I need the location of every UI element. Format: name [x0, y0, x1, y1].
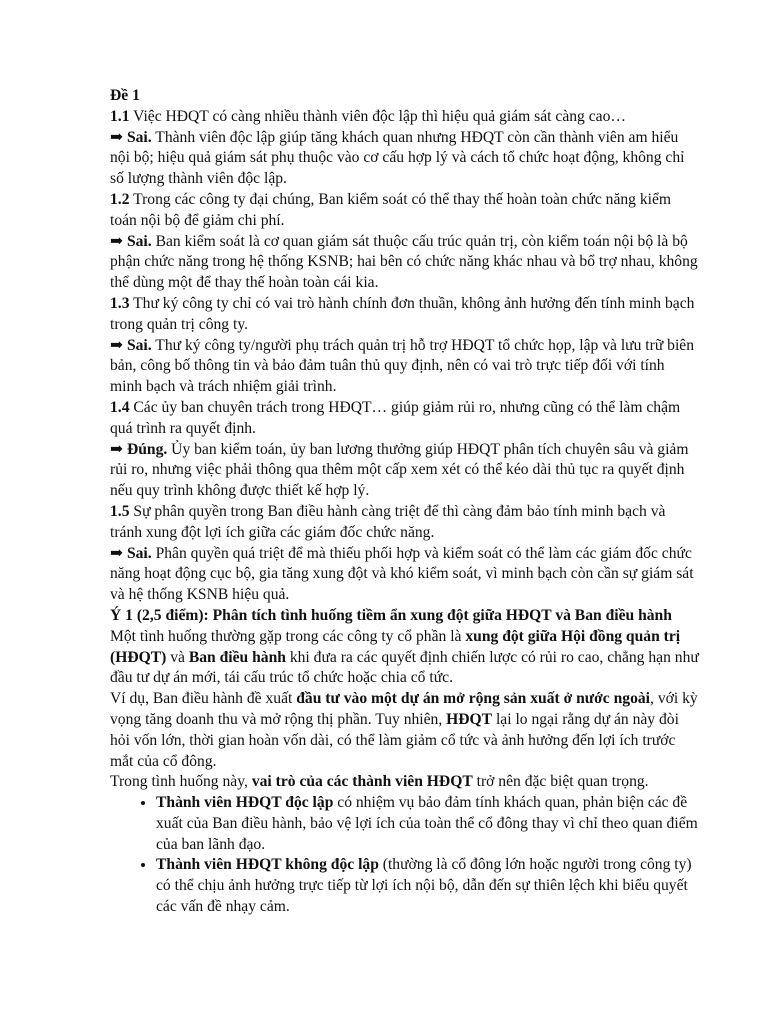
question-1-3: 1.3 Thư ký công ty chỉ có vai trò hành chính đơn thuần, không ảnh hưởng đến tính minh bạch trong quản trị công ty. [110, 294, 695, 333]
section-paragraph-1: Một tình huống thường gặp trong các công ty cổ phần là xung đột giữa Hội đồng quản trị (HĐQT) và Ban điều hành khi đưa ra các quyết định chiến lược có rủi ro cao, chẳng hạn như đầu tư dự án mới, tái cấu trúc tổ chức hoặc chia cổ tức. [110, 627, 699, 687]
answer-1-5: ➡ Sai. Phân quyền quá triệt để mà thiếu phối hợp và kiểm soát có thể làm các giám đốc chức năng hoạt động cục bộ, gia tăng xung đột và khó kiểm soát, vì minh bạch còn cần sự giám sát và hệ thống KSNB hiệu quả. [110, 544, 694, 604]
bullet-list [110, 793, 700, 918]
question-1-1: 1.1 Việc HĐQT có càng nhiều thành viên độc lập thì hiệu quả giám sát càng cao… [110, 107, 626, 125]
section-heading: Ý 1 (2,5 điểm): Phân tích tình huống tiềm ẩn xung đột giữa HĐQT và Ban điều hành [110, 606, 672, 624]
section-paragraph-3: Trong tình huống này, vai trò của các thành viên HĐQT trở nên đặc biệt quan trọng. [110, 773, 649, 791]
answer-1-3: ➡ Sai. Thư ký công ty/người phụ trách quản trị hỗ trợ HĐQT tổ chức họp, lập và lưu trữ biên bản, công bố thông tin và bảo đảm tuân thủ quy định, nên có vai trò trực tiếp đối với tính minh bạch và trách nhiệm giải trình. [110, 336, 695, 396]
question-1-5: 1.5 Sự phân quyền trong Ban điều hành càng triệt để thì càng đảm bảo tính minh bạch và tránh xung đột lợi ích giữa các giám đốc chức năng. [110, 502, 666, 541]
answer-1-2: ➡ Sai. Ban kiểm soát là cơ quan giám sát thuộc cấu trúc quản trị, còn kiểm toán nội bộ là bộ phận chức năng trong hệ thống KSNB; hai bên có chức năng khác nhau và bổ trợ nhau, không thể dùng một để thay thế hoàn toàn cái kia. [110, 232, 698, 292]
document-body [110, 86, 700, 918]
question-1-4: 1.4 Các ủy ban chuyên trách trong HĐQT… giúp giảm rủi ro, nhưng cũng có thể làm chậm quá trình ra quyết định. [110, 398, 681, 437]
answer-1-1: ➡ Sai. Thành viên độc lập giúp tăng khách quan nhưng HĐQT còn cần thành viên am hiểu nội bộ; hiệu quả giám sát phụ thuộc vào cơ cấu hợp lý và cách tổ chức hoạt động, không chỉ số lượng thành viên độc lập. [110, 128, 685, 188]
bullet-item-non-independent: • Thành viên HĐQT không độc lập (thường là cổ đông lớn hoặc người trong công ty) có thể chịu ảnh hưởng trực tiếp từ lợi ích nội bộ, dẫn đến sự thiên lệch khi biểu quyết các vấn đề nhạy cảm. [156, 855, 700, 917]
section-paragraph-2: Ví dụ, Ban điều hành đề xuất đầu tư vào một dự án mở rộng sản xuất ở nước ngoài, với kỳ vọng tăng doanh thu và mở rộng thị phần. Tuy nhiên, HĐQT lại lo ngại rằng dự án này đòi hỏi vốn lớn, thời gian hoàn vốn dài, có thể làm giảm cổ tức và ảnh hưởng đến lợi ích trước mắt của cổ đông. [110, 690, 698, 770]
answer-1-4: ➡ Đúng. Ủy ban kiểm toán, ủy ban lương thưởng giúp HĐQT phân tích chuyên sâu và giảm rủi ro, nhưng việc phải thông qua thêm một cấp xem xét có thể kéo dài thủ tục ra quyết định nếu quy trình không được thiết kế hợp lý. [110, 440, 689, 500]
question-1-2: 1.2 Trong các công ty đại chúng, Ban kiểm soát có thể thay thế hoàn toàn chức năng kiểm toán nội bộ để giảm chi phí. [110, 190, 672, 229]
bullet-item-independent: • Thành viên HĐQT độc lập có nhiệm vụ bảo đảm tính khách quan, phản biện các đề xuất của Ban điều hành, bảo vệ lợi ích của toàn thể cổ đông thay vì chỉ theo quan điểm của ban lãnh đạo. [156, 793, 700, 855]
exam-title: Đề 1 [110, 87, 140, 104]
